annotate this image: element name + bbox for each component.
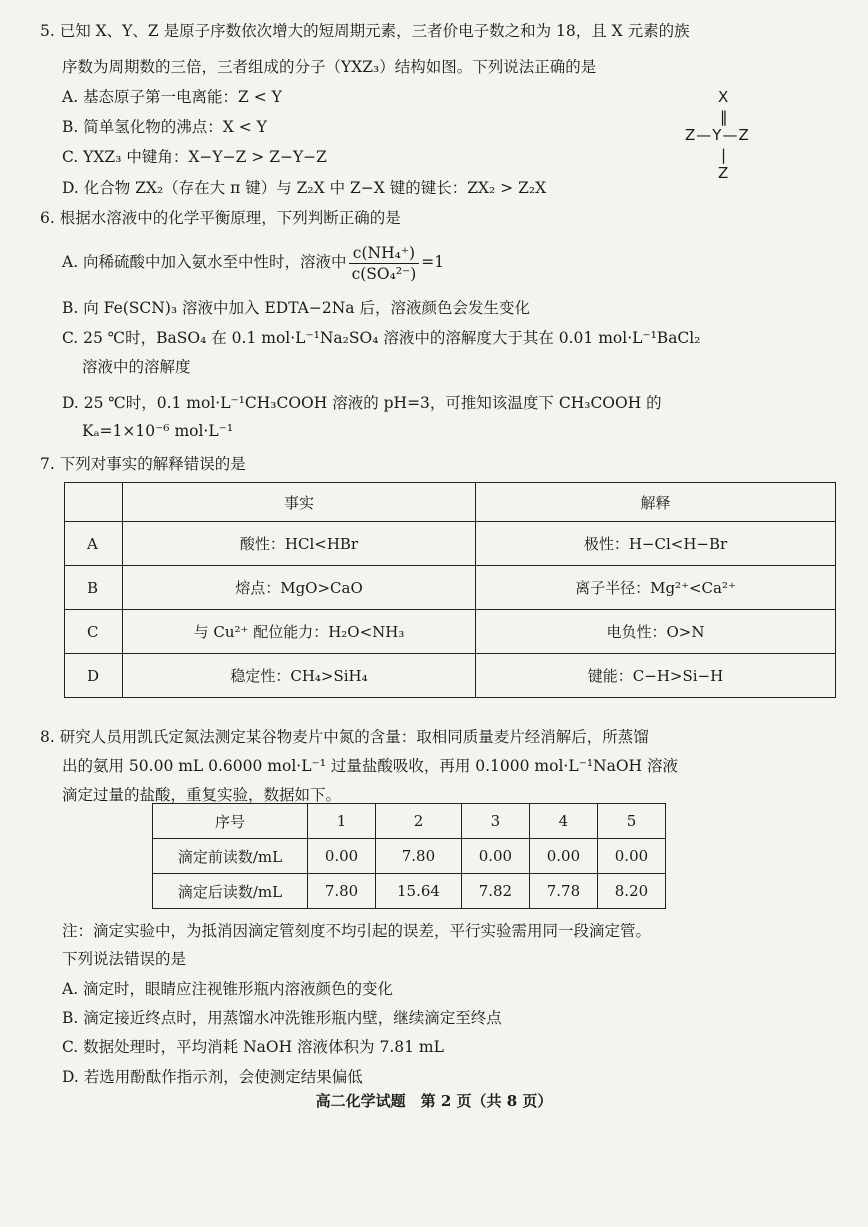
q5-option-a: A. 基态原子第一电离能：Z < Y xyxy=(62,88,282,106)
q7-facts-table xyxy=(64,482,836,698)
q6-a-text: A. 向稀硫酸中加入氨水至中性时，溶液中 xyxy=(62,253,347,271)
q8-before-value: 0.00 xyxy=(461,839,529,874)
q8-header-trial: 5 xyxy=(597,804,665,839)
q7-header-row xyxy=(65,483,836,522)
q8-before-value: 0.00 xyxy=(308,839,376,874)
q6-option-a xyxy=(62,240,444,284)
structure-atom-z-bottom: Z xyxy=(718,164,729,182)
q6-stem: 6. 根据水溶液中的化学平衡原理，下列判断正确的是 xyxy=(40,209,401,227)
q5-stem-line1: 5. 已知 X、Y、Z 是原子序数依次增大的短周期元素，三者价电子数之和为 18，且 X 元素的族 xyxy=(40,22,690,40)
q8-after-label: 滴定后读数/mL xyxy=(153,874,308,909)
q8-after-value: 7.78 xyxy=(529,874,597,909)
q8-header-trial: 2 xyxy=(376,804,462,839)
q6-option-c-line1: C. 25 ℃时，BaSO₄ 在 0.1 mol·L⁻¹Na₂SO₄ 溶液中的溶解度大于其在 0.01 mol·L⁻¹BaCl₂ xyxy=(62,329,701,347)
q8-option-b: B. 滴定接近终点时，用蒸馏水冲洗锥形瓶内壁，继续滴定至终点 xyxy=(62,1009,502,1027)
q5-option-d: D. 化合物 ZX₂（存在大 π 键）与 Z₂X 中 Z−X 键的键长：ZX₂ > Z₂X xyxy=(62,179,547,197)
table-row xyxy=(153,874,666,909)
q8-after-value: 15.64 xyxy=(376,874,462,909)
table-row xyxy=(65,566,836,610)
q8-header-index: 序号 xyxy=(153,804,308,839)
q8-after-value: 7.82 xyxy=(461,874,529,909)
q8-readings-table xyxy=(152,803,666,909)
q7-row-reason: 键能：C−H>Si−H xyxy=(476,654,836,698)
q8-header-trial: 4 xyxy=(529,804,597,839)
q5-option-b: B. 简单氢化物的沸点：X < Y xyxy=(62,118,267,136)
q8-note: 注：滴定实验中，为抵消因滴定管刻度不均引起的误差，平行实验需用同一段滴定管。 xyxy=(62,922,652,940)
q8-header-trial: 3 xyxy=(461,804,529,839)
table-row xyxy=(153,804,666,839)
q8-before-value: 0.00 xyxy=(597,839,665,874)
structure-atom-x: X xyxy=(718,88,729,106)
q8-stem-line3: 滴定过量的盐酸，重复实验，数据如下。 xyxy=(62,786,342,804)
q7-row-reason: 离子半径：Mg²⁺<Ca²⁺ xyxy=(476,566,836,610)
page-footer: 高二化学试题 第 2 页（共 8 页） xyxy=(315,1092,553,1110)
structure-double-bond: ‖ xyxy=(720,108,728,126)
q8-option-d: D. 若选用酚酞作指示剂，会使测定结果偏低 xyxy=(62,1068,363,1086)
q7-header-reason: 解释 xyxy=(476,483,836,522)
q8-after-value: 7.80 xyxy=(308,874,376,909)
q6-option-d-line1: D. 25 ℃时，0.1 mol·L⁻¹CH₃COOH 溶液的 pH=3，可推知该温度下 CH₃COOH 的 xyxy=(62,394,662,412)
q5-stem-line2: 序数为周期数的三倍，三者组成的分子（YXZ₃）结构如图。下列说法正确的是 xyxy=(62,58,597,76)
table-row xyxy=(65,610,836,654)
q8-stem-line2: 出的氨用 50.00 mL 0.6000 mol·L⁻¹ 过量盐酸吸收，再用 0.1000 mol·L⁻¹NaOH 溶液 xyxy=(62,757,678,775)
q8-option-a: A. 滴定时，眼睛应注视锥形瓶内溶液颜色的变化 xyxy=(62,980,394,998)
q8-header-trial: 1 xyxy=(308,804,376,839)
q8-before-label: 滴定前读数/mL xyxy=(153,839,308,874)
q7-row-fact: 与 Cu²⁺ 配位能力：H₂O<NH₃ xyxy=(123,610,476,654)
q6-a-fraction xyxy=(349,243,420,284)
q7-row-label: C xyxy=(65,610,123,654)
q6-option-d-line2: Kₐ=1×10⁻⁶ mol·L⁻¹ xyxy=(82,422,234,440)
q8-before-value: 7.80 xyxy=(376,839,462,874)
q5-option-c: C. YXZ₃ 中键角：X−Y−Z > Z−Y−Z xyxy=(62,148,327,166)
q7-row-fact: 熔点：MgO>CaO xyxy=(123,566,476,610)
q7-header-label xyxy=(65,483,123,522)
table-row xyxy=(65,522,836,566)
q6-a-numerator: c(NH₄⁺) xyxy=(349,243,420,264)
q7-row-label: B xyxy=(65,566,123,610)
q7-row-label: A xyxy=(65,522,123,566)
q7-row-fact: 稳定性：CH₄>SiH₄ xyxy=(123,654,476,698)
q7-stem: 7. 下列对事实的解释错误的是 xyxy=(40,455,246,473)
q8-before-value: 0.00 xyxy=(529,839,597,874)
q8-ask: 下列说法错误的是 xyxy=(62,950,187,968)
table-row xyxy=(65,654,836,698)
structure-single-bond: | xyxy=(721,146,727,164)
q7-header-fact: 事实 xyxy=(123,483,476,522)
q7-row-reason: 极性：H−Cl<H−Br xyxy=(476,522,836,566)
q8-stem-line1: 8. 研究人员用凯氏定氮法测定某谷物麦片中氮的含量：取相同质量麦片经消解后，所蒸馏 xyxy=(40,728,649,746)
q7-row-fact: 酸性：HCl<HBr xyxy=(123,522,476,566)
q6-option-c-line2: 溶液中的溶解度 xyxy=(82,358,191,376)
table-row xyxy=(153,839,666,874)
q7-row-reason: 电负性：O>N xyxy=(476,610,836,654)
q6-option-b: B. 向 Fe(SCN)₃ 溶液中加入 EDTA−2Na 后，溶液颜色会发生变化 xyxy=(62,299,530,317)
q7-row-label: D xyxy=(65,654,123,698)
q8-after-value: 8.20 xyxy=(597,874,665,909)
q6-a-equals: =1 xyxy=(421,253,445,271)
q8-option-c: C. 数据处理时，平均消耗 NaOH 溶液体积为 7.81 mL xyxy=(62,1038,444,1056)
q6-a-denominator: c(SO₄²⁻) xyxy=(351,264,417,283)
structure-middle-row: Z—Y—Z xyxy=(685,126,750,144)
